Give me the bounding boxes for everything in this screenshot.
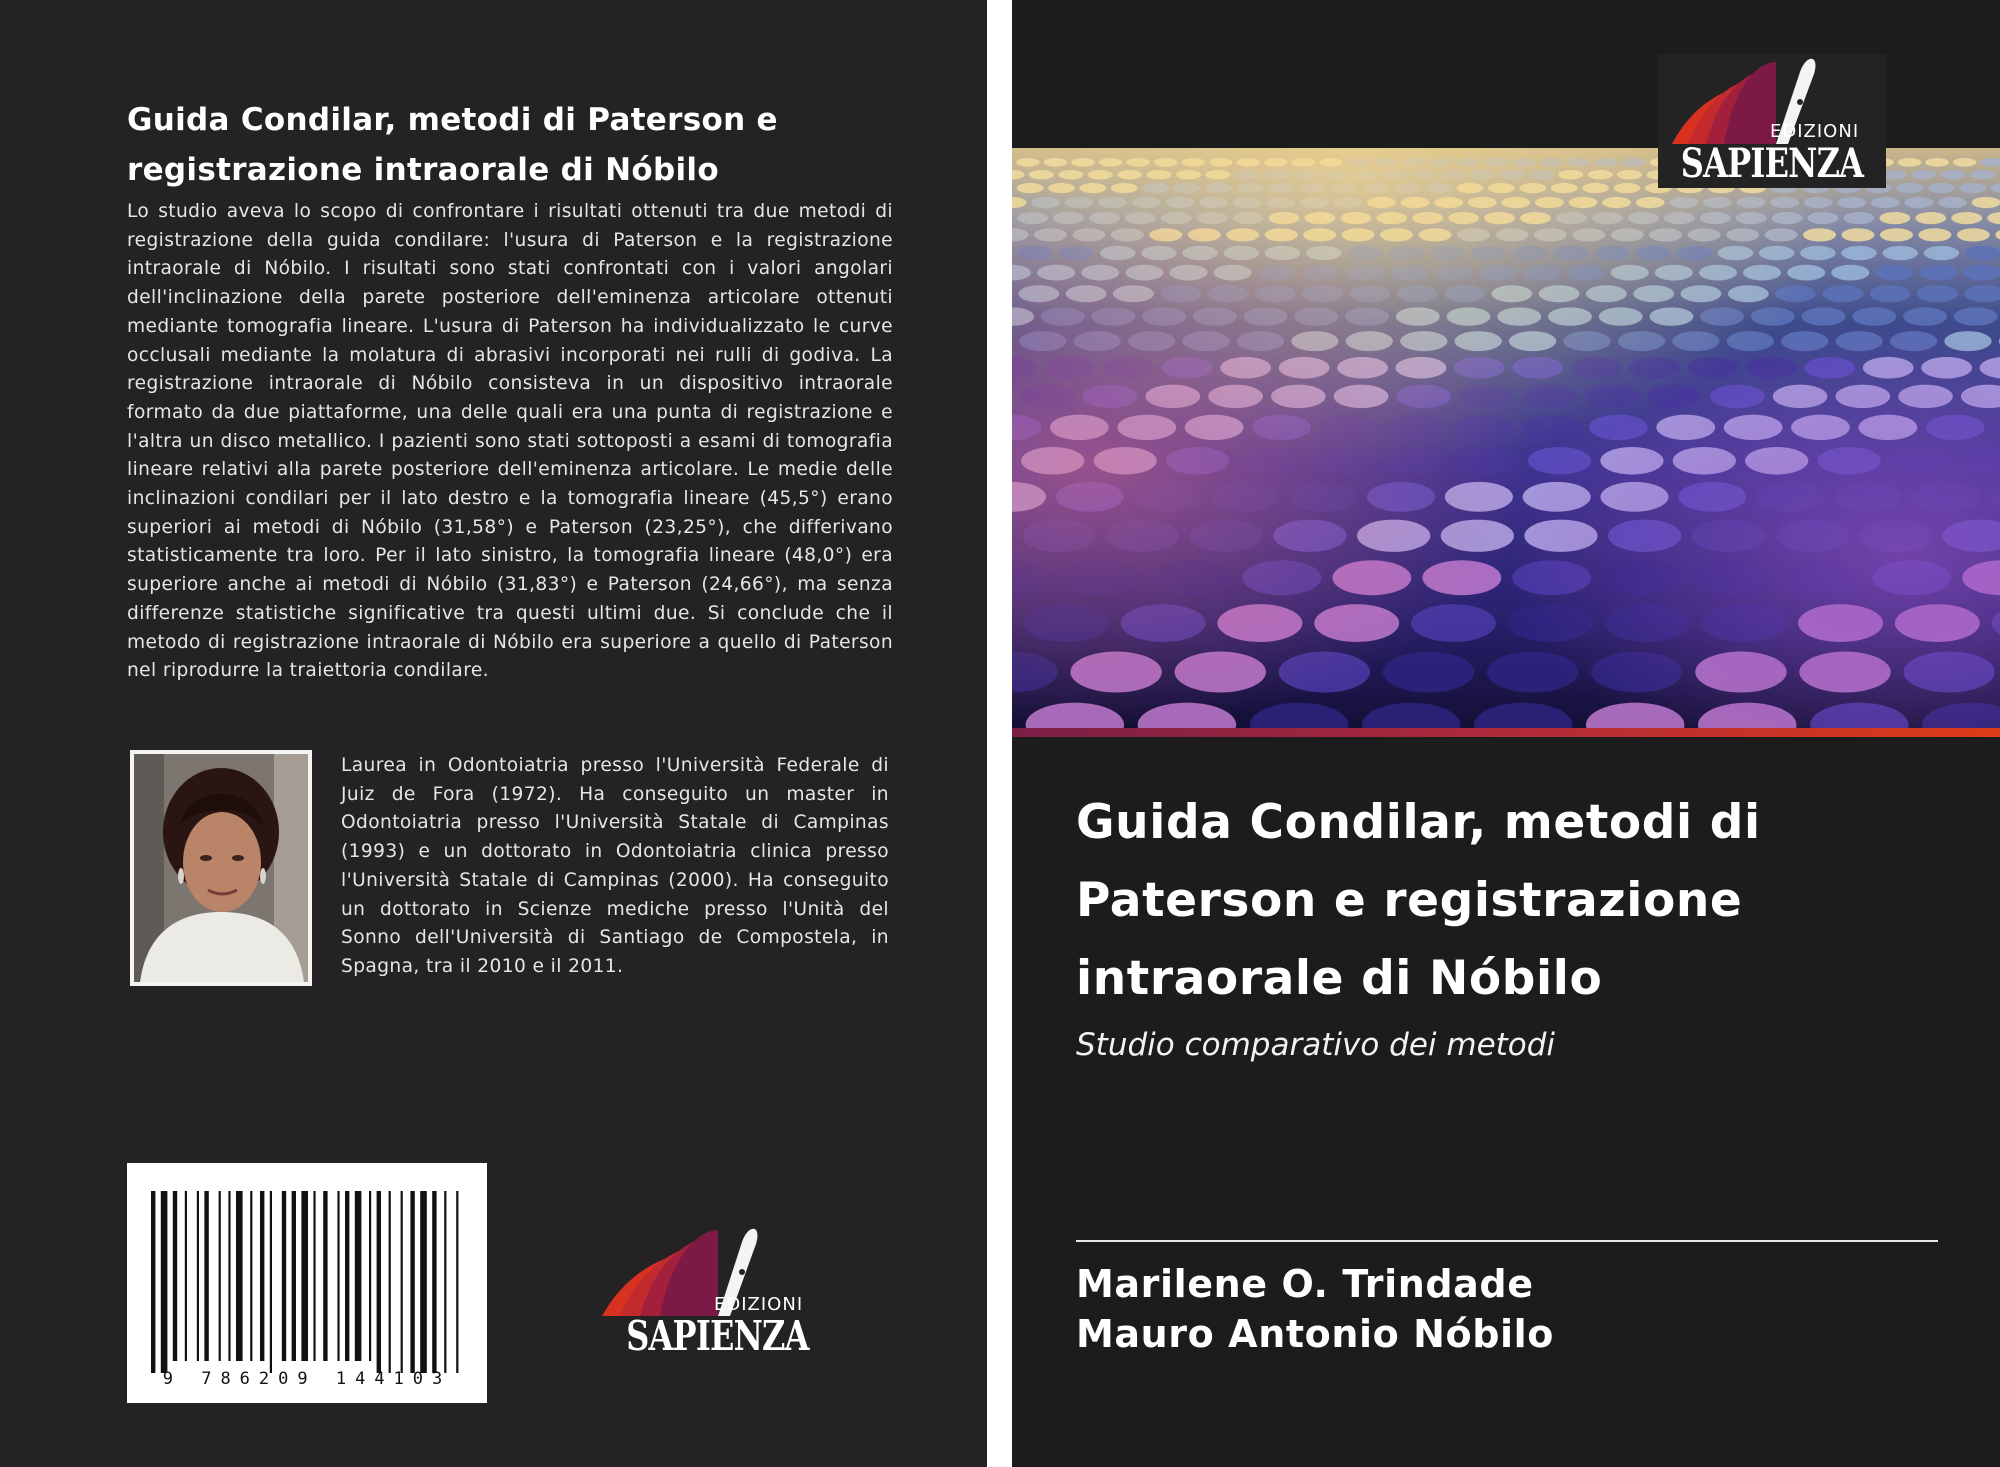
logo-edizioni-text: EDIZIONI [714, 1294, 804, 1315]
back-cover [0, 0, 987, 1467]
front-cover-subtitle: Studio comparativo dei metodi [1076, 1027, 1556, 1063]
front-cover [1012, 0, 2000, 1467]
author-bio: Laurea in Odontoiatria presso l'Università Federale di Juiz de Fora (1972). Ha conseguito un master in Odontoiatria presso l'Università Statale di Campinas (1993) e un dottorato in Odontoiatria clinica presso l'Università Statale di Campinas (2000). Ha conseguito un dottorato in Scienze mediche presso l'Unità del Sonno dell'Università di Santiago de Compostela, in Spagna, tra il 2010 e il 2011. [341, 755, 889, 977]
publisher-logo-back [602, 1222, 822, 1362]
logo-publisher-name: SAPIENZA [626, 1312, 809, 1360]
barcode-bars [127, 1163, 487, 1403]
author-name-2: Mauro Antonio Nóbilo [1076, 1312, 1555, 1356]
cobblestone-cover-image [1012, 148, 2000, 728]
back-cover-blurb: Lo studio aveva lo scopo di confrontare i risultati ottenuti tra due metodi di registrazione della guida condilare: l'usura di Paterson e la registrazione intraorale di Nóbilo. I risultati sono stati confrontati con i valori angolari dell'inclinazione della parete posteriore dell'eminenza articolare ottenuti mediante tomografia lineare. L'usura di Paterson ha individualizzato le curve occlusali mediante la molatura di abrasivi incorporati nei rulli di godiva. La registrazione intraorale di Nóbilo consisteva in un dispositivo intraorale formato da due piattaforme, una delle quali era una punta di registrazione e l'altra un disco metallico. I pazienti sono stati sottoposti a esami di tomografia lineare relativi alla parete posteriore dell'eminenza articolare. Le medie delle inclinazioni condilari per il lato destro e la tomografia lineare (45,5°) erano superiori ai metodi di Nóbilo (31,58°) e Paterson (23,25°), che differivano statisticamente tra loro. Per il lato sinistro, la tomografia lineare (48,0°) era superiore anche ai metodi di Nóbilo (31,83°) e Paterson (24,66°), ma senza differenze statistiche significative tra questi ultimi due. Si conclude che il metodo di registrazione intraorale di Nóbilo era superiore a quello di Paterson nel riprodurre la traiettoria condilare. [127, 201, 893, 682]
author-photo [130, 750, 312, 986]
back-cover-title: Guida Condilar, metodi di Paterson e registrazione intraorale di Nóbilo [127, 102, 778, 188]
author-name-1: Marilene O. Trindade [1076, 1262, 1534, 1306]
logo-publisher-name: SAPIENZA [1680, 140, 1864, 187]
isbn-barcode [127, 1163, 487, 1403]
isbn-digits: 9 786209 144103 [162, 1369, 452, 1389]
publisher-logo-front [1658, 54, 1886, 188]
accent-bar [1012, 728, 2000, 737]
front-cover-title: Guida Condilar, metodi di Paterson e registrazione intraorale di Nóbilo [1076, 795, 1761, 1006]
spine-gap [987, 0, 1012, 1467]
logo-edizioni-text: EDIZIONI [1770, 121, 1860, 142]
divider-rule [1076, 1240, 1938, 1242]
